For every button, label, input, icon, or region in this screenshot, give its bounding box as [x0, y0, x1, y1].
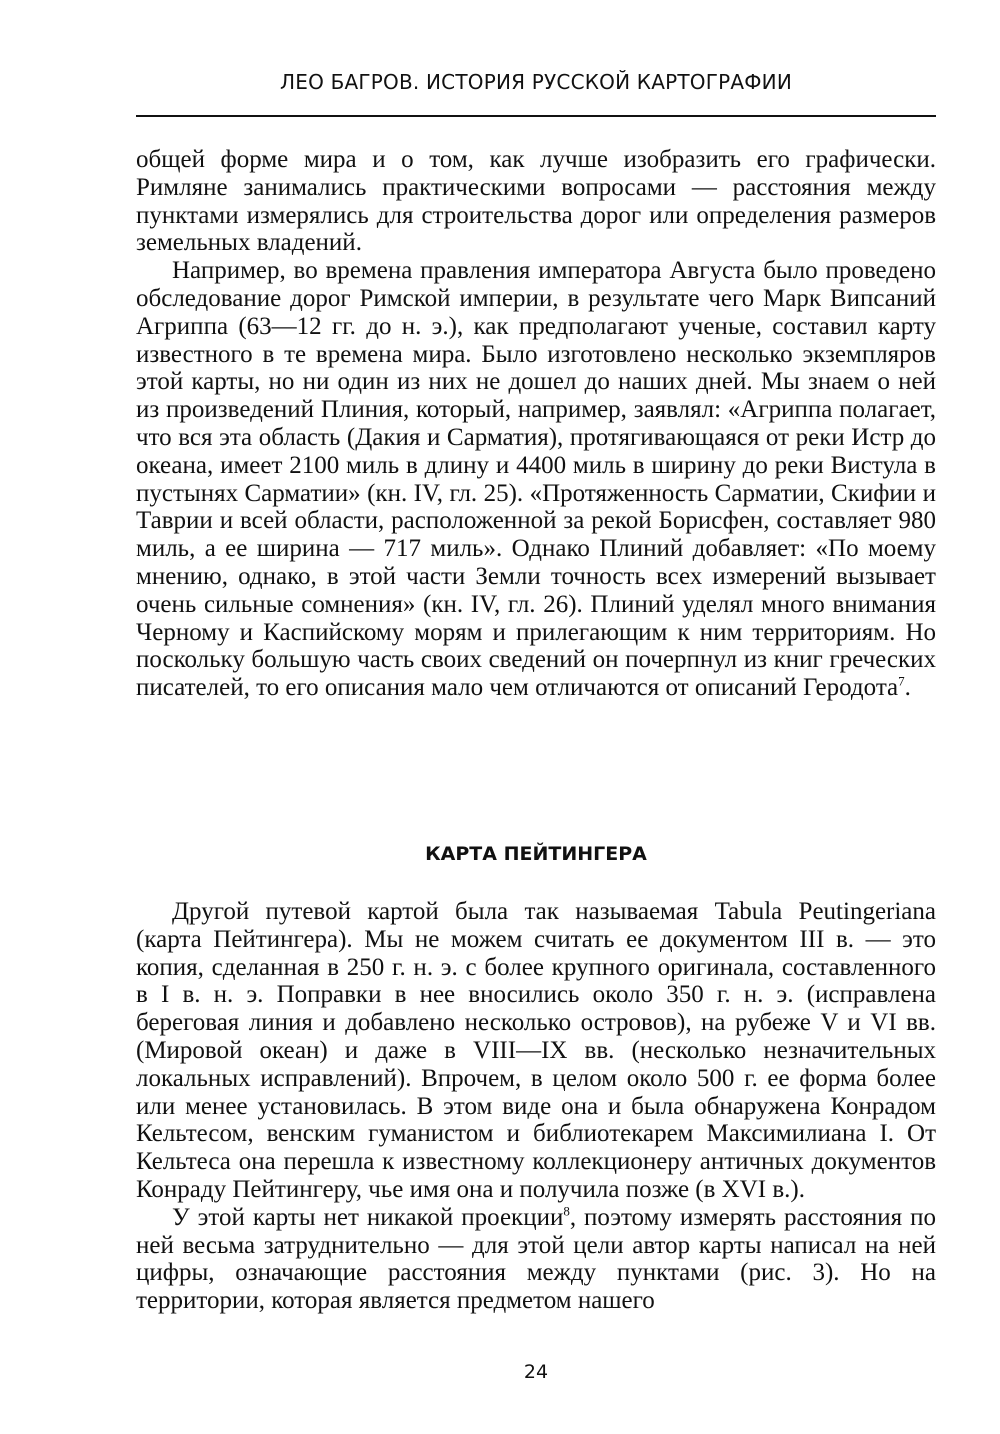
- paragraph-end: .: [904, 674, 911, 702]
- running-head: ЛЕО БАГРОВ. ИСТОРИЯ РУССКОЙ КАРТОГРАФИИ: [280, 70, 792, 94]
- paragraph: [136, 1204, 936, 1315]
- paragraph-text: , поэтому измерять расстояния по ней весьма затруднительно — для этой цели автор карты написал на ней цифры, означающие расстояния между пунктами (рис. 3). Но на территории, которая является предметом нашего: [136, 1203, 936, 1315]
- footnote-ref: 7: [898, 673, 905, 689]
- text-block-upper: [136, 146, 936, 702]
- footnote-ref: 8: [563, 1203, 570, 1219]
- paragraph-text: Например, во времена правления императора Августа было проведено обследование дорог Римской империи, в результате чего Марк Випсаний Агриппа (63—12 гг. до н. э.), как предполагают ученые, составил карту известного в те времена мира. Было изготовлено несколько экземпляров этой карты, но ни один из них не дошел до наших дней. Мы знаем о ней из произведений Плиния, который, например, заявлял: «Агриппа полагает, что вся эта область (Дакия и Сарматия), протягивающаяся от реки Истр до океана, имеет 2100 миль в длину и 4400 миль в ширину до реки Вистула в пустынях Сарматии» (кн. IV, гл. 25). «Протяженность Сарматии, Скифии и Таврии и всей области, расположенной за рекой Борисфен, составляет 980 миль, а ее ширина — 717 миль». Однако Плиний добавляет: «По моему мнению, однако, в этой части Земли точность всех измерений вызывает очень сильные сомнения» (кн. IV, гл. 26). Плиний уделял много внимания Черному и Каспийскому морям и прилегающим к ним территориям. Но поскольку большую часть своих сведений он почерпнул из книг греческих писателей, то его описания мало чем отличаются от описаний Геродота: [136, 257, 936, 702]
- page-number: 24: [523, 1361, 549, 1383]
- header-rule: [136, 115, 936, 117]
- paragraph: общей форме мира и о том, как лучше изобразить его графически. Римляне занимались практическими вопросами — расстояния между пунктами измерялись для строительства дорог или определения размеров земельных владений.: [136, 146, 936, 257]
- text-block-lower: [136, 898, 936, 1315]
- section-heading: КАРТА ПЕЙТИНГЕРА: [425, 843, 647, 865]
- paragraph: [136, 257, 936, 702]
- paragraph: Другой путевой картой была так называемая Tabula Peutingeriana (карта Пейтингера). Мы не можем считать ее документом III в. — это копия, сделанная в 250 г. н. э. с более крупного оригинала, составленного в I в. н. э. Поправки в нее вносились около 350 г. н. э. (исправлена береговая линия и добавлено несколько островов), на рубеже V и VI вв. (Мировой океан) и даже в VIII—IX вв. (несколько незначительных локальных исправлений). Впрочем, в целом около 500 г. ее форма более или менее установилась. В этом виде она и была обнаружена Конрадом Кельтесом, венским гуманистом и библиотекарем Максимилиана I. От Кельтеса она перешла к известному коллекционеру античных документов Конраду Пейтингеру, чье имя она и получила позже (в XVI в.).: [136, 898, 936, 1203]
- paragraph-text: У этой карты нет никакой проекции: [172, 1203, 564, 1231]
